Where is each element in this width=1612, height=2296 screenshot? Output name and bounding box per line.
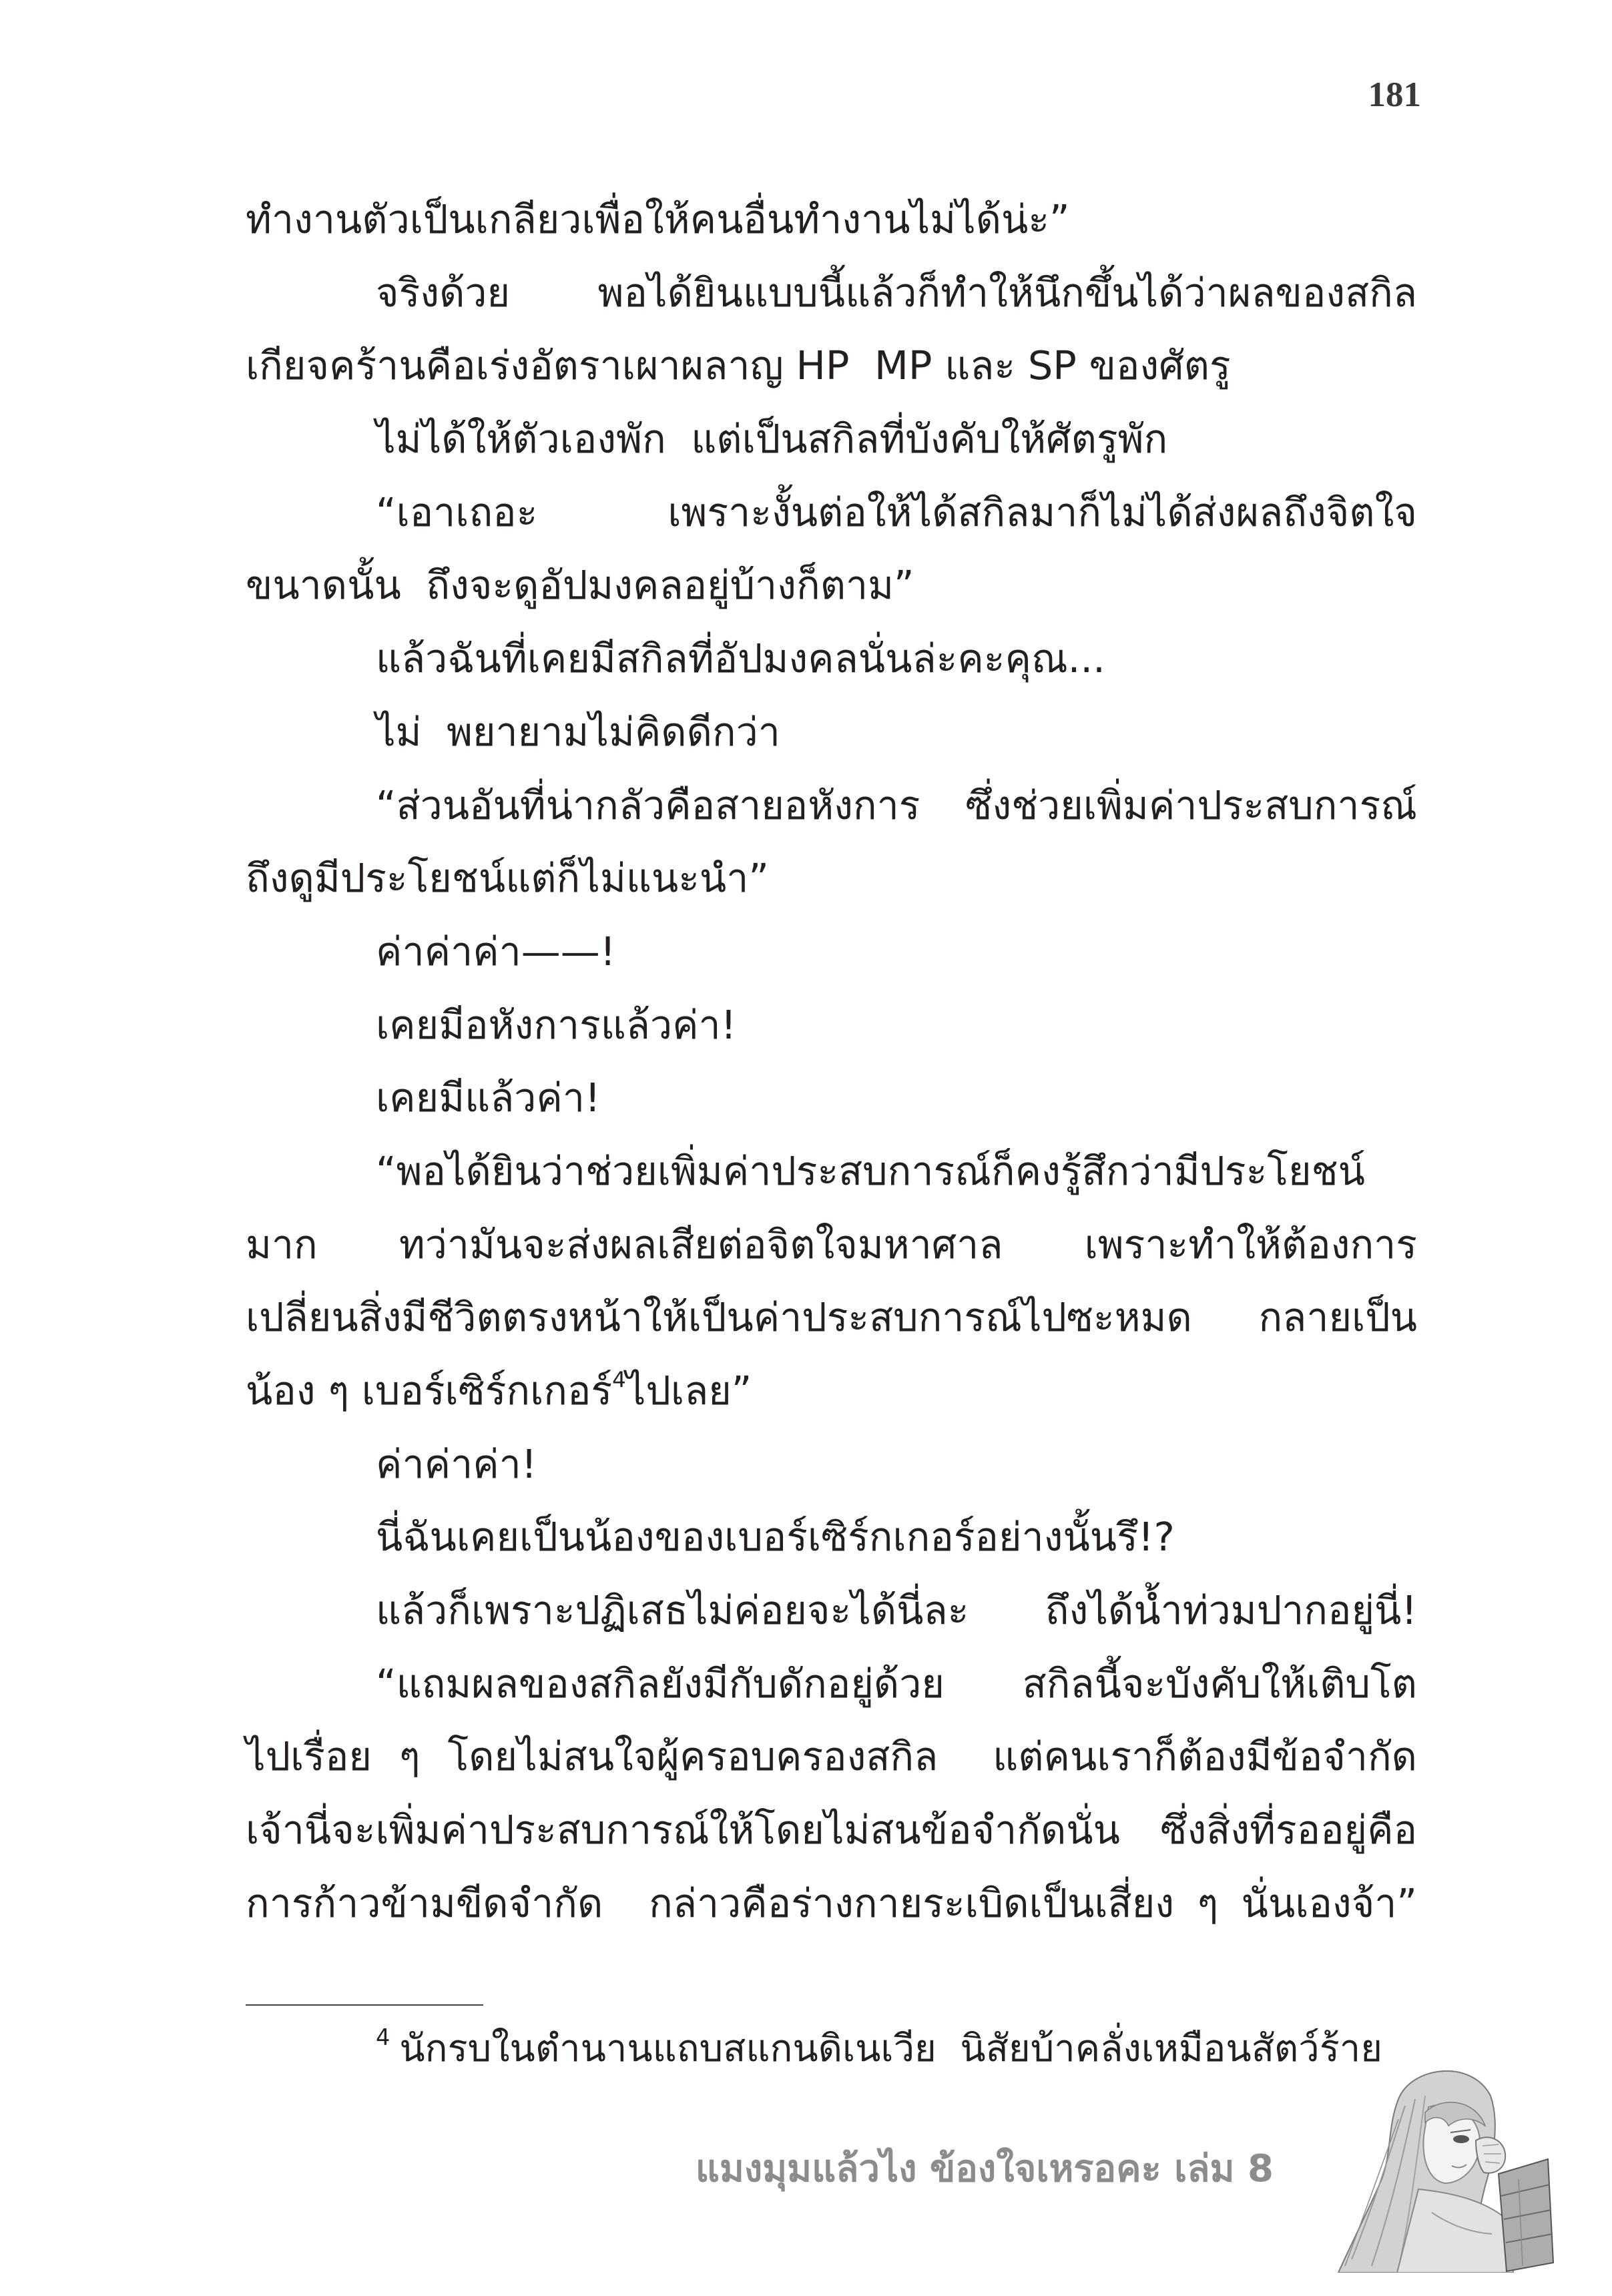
text-line: “ส่วนอันที่น่ากลัวคือสายอหังการ ซึ่งช่วยเพิ่มค่าประสบการณ์ xyxy=(376,782,1417,828)
text-line: ทำงานตัวเป็นเกลียวเพื่อให้คนอื่นทำงานไม่ได้น่ะ” xyxy=(246,196,1070,242)
text-line: “แถมผลของสกิลยังมีกับดักอยู่ด้วย สกิลนี้จะบังคับให้เติบโต xyxy=(376,1660,1417,1707)
text-line: ไม่ พยายามไม่คิดดีกว่า xyxy=(376,708,780,755)
illustration-hand xyxy=(1476,2137,1505,2173)
footnote xyxy=(376,2021,1417,2077)
text-line: มาก ทว่ามันจะส่งผลเสียต่อจิตใจมหาศาล เพราะทำให้ต้องการ xyxy=(246,1221,1417,1267)
text-line: ค่าค่าค่า! xyxy=(376,1440,537,1487)
text-line: จริงด้วย พอได้ยินแบบนี้แล้วก็ทำให้นึกขึ้นได้ว่าผลของสกิล xyxy=(376,269,1417,316)
text-line: เคยมีแล้วค่า! xyxy=(376,1075,601,1121)
character-illustration xyxy=(1318,2059,1559,2273)
text-line xyxy=(246,1354,1417,1428)
footnote-marker: 4 xyxy=(376,2024,390,2051)
text-line: ไม่ได้ให้ตัวเองพัก แต่เป็นสกิลที่บังคับให้ศัตรูพัก xyxy=(376,416,1168,463)
footnote-text: นักรบในตำนานแถบสแกนดิเนเวีย นิสัยบ้าคลั่งเหมือนสัตว์ร้าย xyxy=(399,2027,1383,2070)
running-footer-book-title: แมงมุมแล้วไง ข้องใจเหรอคะ เล่ม 8 xyxy=(695,2147,1274,2191)
footnote-reference: 4 xyxy=(612,1367,626,1393)
text-line: การก้าวข้ามขีดจำกัด กล่าวคือร่างกายระเบิดเป็นเสี่ยง ๆ นั่นเองจ้า” xyxy=(246,1880,1417,1926)
text-line: เกียจคร้านคือเร่งอัตราเผาผลาญ HP MP และ SP ของศัตรู xyxy=(246,342,1231,389)
text-line: ไปเรื่อย ๆ โดยไม่สนใจผู้ครอบครองสกิล แต่คนเราก็ต้องมีข้อจำกัด xyxy=(246,1733,1417,1780)
text-line: เจ้านี่จะเพิ่มค่าประสบการณ์ให้โดยไม่สนข้อจำกัดนั่น ซึ่งสิ่งที่รออยู่คือ xyxy=(246,1807,1417,1853)
text-line-segment: น้อง ๆ เบอร์เซิร์กเกอร์ xyxy=(246,1368,613,1414)
text-line: ถึงดูมีประโยชน์แต่ก็ไม่แนะนำ” xyxy=(246,855,769,902)
text-line: ขนาดนั้น ถึงจะดูอัปมงคลอยู่บ้างก็ตาม” xyxy=(246,562,914,609)
text-line: “เอาเถอะ เพราะงั้นต่อให้ได้สกิลมาก็ไม่ได้ส่งผลถึงจิตใจ xyxy=(376,489,1417,535)
text-line: “พอได้ยินว่าช่วยเพิ่มค่าประสบการณ์ก็คงรู้สึกว่ามีประโยชน์ xyxy=(376,1147,1365,1194)
text-line: แล้วฉันที่เคยมีสกิลที่อัปมงคลนั่นล่ะคะคุณ... xyxy=(376,635,1105,682)
text-line: ค่าค่าค่า——! xyxy=(376,928,616,974)
text-line: เปลี่ยนสิ่งมีชีวิตตรงหน้าให้เป็นค่าประสบการณ์ไปซะหมด กลายเป็น xyxy=(246,1294,1417,1341)
text-line-segment: ไปเลย” xyxy=(625,1368,752,1414)
footnote-divider xyxy=(246,2004,483,2006)
text-line: เคยมีอหังการแล้วค่า! xyxy=(376,1001,737,1048)
page-number: 181 xyxy=(1368,75,1421,114)
illustration-armored-arm xyxy=(1499,2159,1553,2271)
body-text xyxy=(246,183,1417,1940)
text-line: นี่ฉันเคยเป็นน้องของเบอร์เซิร์กเกอร์อย่างนั้นรึ!? xyxy=(376,1514,1175,1560)
text-line: แล้วก็เพราะปฏิเสธไม่ค่อยจะได้นี่ละ ถึงได้น้ำท่วมปากอยู่นี่! xyxy=(376,1587,1417,1634)
